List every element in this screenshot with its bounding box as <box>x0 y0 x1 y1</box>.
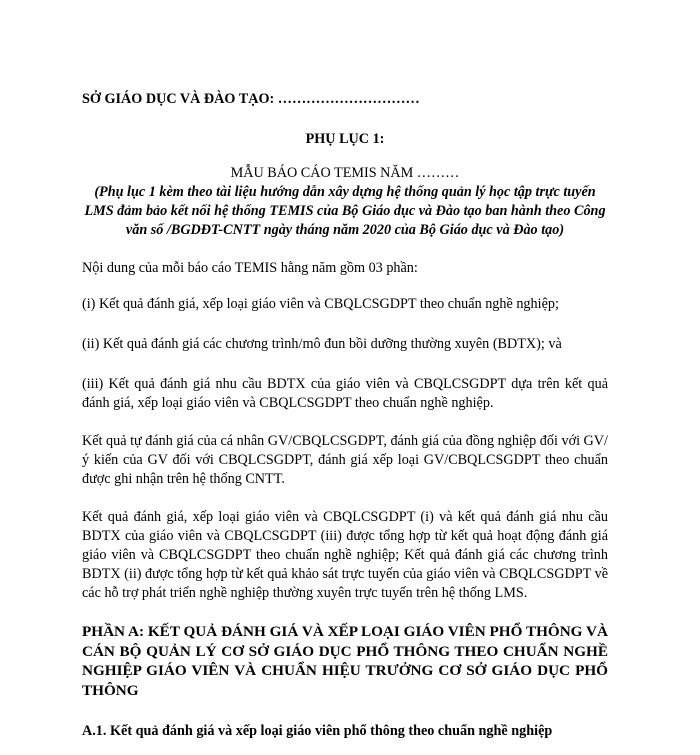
appendix-title: PHỤ LỤC 1: <box>305 131 385 147</box>
section-a1-heading: A.1. Kết quả đánh giá và xếp loại giáo viên phổ thông theo chuẩn nghề nghiệp <box>82 723 553 739</box>
part-a-heading: PHẦN A: KẾT QUẢ ĐÁNH GIÁ VÀ XẾP LOẠI GIÁO VIÊN PHỔ THÔNG VÀ CÁN BỘ QUẢN LÝ CƠ SỞ GIÁO DỤC PHỔ THÔNG THEO CHUẨN NGHỀ NGHIỆP GIÁO VIÊN VÀ CHUẨN HIỆU TRƯỞNG CƠ SỞ GIÁO DỤC PHỔ THÔNG <box>82 623 608 699</box>
subtitle-line: LMS đảm bảo kết nối hệ thống TEMIS của Bộ Giáo dục và Đào tạo ban hành theo Công <box>84 203 606 219</box>
body-paragraph-1: Kết quả tự đánh giá của cá nhân GV/CBQLCSGDPT, đánh giá của đồng nghiệp đối với GV/ý kiến của GV đối với CBQLCSGDPT, đánh giá xếp loại GV/CBQLCSGDPT theo chuẩn được ghi nhận trên hệ thống CNTT. <box>82 433 608 487</box>
list-item-2: (ii) Kết quả đánh giá các chương trình/mô đun bồi dưỡng thường xuyên (BDTX); và <box>82 336 562 352</box>
body-paragraph-2: Kết quả đánh giá, xếp loại giáo viên và CBQLCSGDPT (i) và kết quả đánh giá nhu cầu BDTX của giáo viên và CBQLCSGDPT (iii) được tổng hợp từ kết quả hoạt động đánh giá giáo viên và CBQLCSGDPT theo chuẩn nghề nghiệp; Kết quả đánh giá các chương trình BDTX (ii) được tổng hợp từ kết quả khảo sát trực tuyến của giáo viên và CBQLCSGDPT về các hỗ trợ phát triển nghề nghiệp thường xuyên trực tuyến trên hệ thống LMS. <box>82 509 609 601</box>
department-header: SỞ GIÁO DỤC VÀ ĐÀO TẠO: ………………………… <box>82 91 420 107</box>
list-item-1: (i) Kết quả đánh giá, xếp loại giáo viên và CBQLCSGDPT theo chuẩn nghề nghiệp; <box>82 296 559 312</box>
subtitle-line: văn số /BGDĐT-CNTT ngày tháng năm 2020 của Bộ Giáo dục và Đào tạo) <box>125 222 565 238</box>
report-title: MẪU BÁO CÁO TEMIS NĂM ……… <box>230 165 460 181</box>
list-item-3: (iii) Kết quả đánh giá nhu cầu BDTX của giáo viên và CBQLCSGDPT dựa trên kết quả đánh giá, xếp loại giáo viên và CBQLCSGDPT theo chuẩn nghề nghiệp. <box>82 376 608 411</box>
report-subtitle <box>82 183 608 240</box>
intro-paragraph: Nội dung của mỗi báo cáo TEMIS hằng năm gồm 03 phần: <box>82 260 418 276</box>
subtitle-line: (Phụ lục 1 kèm theo tài liệu hướng dẫn xây dựng hệ thống quản lý học tập trực tuyến <box>94 184 596 200</box>
document-body <box>82 90 608 755</box>
